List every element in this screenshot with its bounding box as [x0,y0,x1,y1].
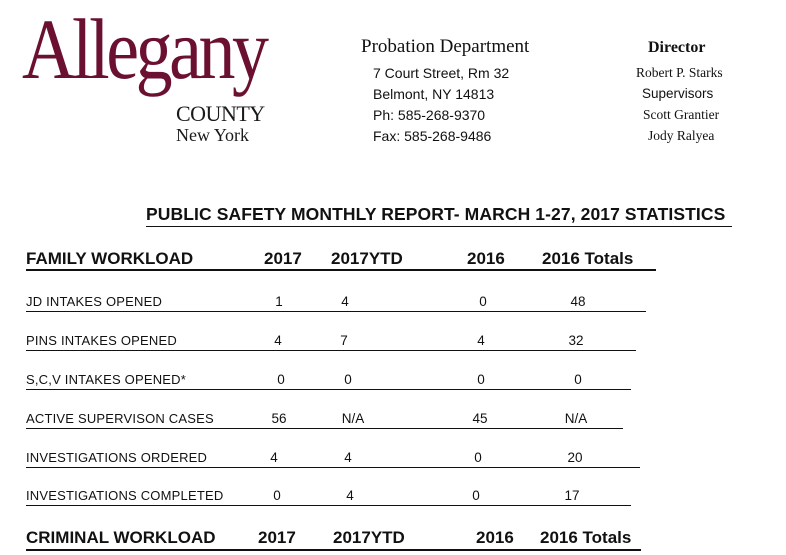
cell-pins-2017: 4 [274,333,282,348]
row-underline [26,428,623,429]
cell-inv-ordered-2016: 0 [474,450,482,465]
cell-inv-completed-2016-totals: 17 [564,488,580,503]
county-logo-wordmark: Allegany [22,1,266,97]
cell-inv-ordered-2017ytd: 4 [344,450,352,465]
county-logo-state: New York [176,125,250,145]
cell-active-2017: 56 [271,411,287,426]
cell-pins-2016-totals: 32 [568,333,584,348]
row-label-scv-intakes: S,C,V INTAKES OPENED* [26,372,186,387]
row-underline [26,311,646,312]
row-label-pins-intakes: PINS INTAKES OPENED [26,333,177,348]
criminal-col-2016-totals: 2016 Totals [540,528,632,547]
family-col-2016-totals: 2016 Totals [542,249,634,268]
cell-inv-completed-2017: 0 [273,488,281,503]
row-underline [26,467,640,468]
cell-scv-2017ytd: 0 [344,372,352,387]
cell-scv-2016: 0 [477,372,485,387]
row-underline [26,350,636,351]
family-col-2016: 2016 [467,249,505,268]
family-header-underline [26,269,656,271]
cell-inv-completed-2017ytd: 4 [346,488,354,503]
cell-inv-ordered-2017: 4 [270,450,278,465]
family-workload-header: FAMILY WORKLOAD [26,249,194,268]
department-phone: Ph: 585-268-9370 [373,107,486,123]
criminal-col-2016: 2016 [476,528,514,547]
cell-pins-2017ytd: 7 [340,333,348,348]
director-name: Robert P. Starks [636,65,723,80]
department-address-line2: Belmont, NY 14813 [373,86,495,102]
report-title: PUBLIC SAFETY MONTHLY REPORT- MARCH 1-27, 2017 STATISTICS [146,204,732,227]
cell-jd-2017: 1 [275,294,283,309]
county-logo-county: COUNTY [176,101,265,126]
criminal-workload-header: CRIMINAL WORKLOAD [26,528,216,547]
cell-jd-2016-totals: 48 [570,294,586,309]
department-address-line1: 7 Court Street, Rm 32 [373,65,510,81]
supervisor-1-name: Scott Grantier [643,107,720,122]
cell-inv-completed-2016: 0 [472,488,480,503]
department-fax: Fax: 585-268-9486 [373,128,492,144]
cell-active-2016-totals: N/A [564,411,588,426]
supervisors-label: Supervisors [642,86,714,101]
row-label-investigations-ordered: INVESTIGATIONS ORDERED [26,450,208,465]
row-underline [26,389,631,390]
department-name: Probation Department [361,36,530,57]
row-underline [26,505,631,506]
row-label-investigations-completed: INVESTIGATIONS COMPLETED [26,488,224,503]
cell-jd-2016: 0 [479,294,487,309]
director-label: Director [648,39,706,56]
family-col-2017: 2017 [264,249,302,268]
row-label-active-supervision: ACTIVE SUPERVISON CASES [26,411,214,426]
row-label-jd-intakes: JD INTAKES OPENED [26,294,163,309]
cell-jd-2017ytd: 4 [341,294,349,309]
criminal-col-2017ytd: 2017YTD [333,528,405,547]
cell-inv-ordered-2016-totals: 20 [567,450,583,465]
cell-active-2016: 45 [472,411,488,426]
family-col-2017ytd: 2017YTD [331,249,403,268]
cell-scv-2017: 0 [277,372,285,387]
cell-pins-2016: 4 [477,333,485,348]
cell-scv-2016-totals: 0 [574,372,582,387]
supervisor-2-name: Jody Ralyea [648,128,715,143]
criminal-header-underline [26,549,641,551]
criminal-col-2017: 2017 [258,528,296,547]
cell-active-2017ytd: N/A [341,411,365,426]
